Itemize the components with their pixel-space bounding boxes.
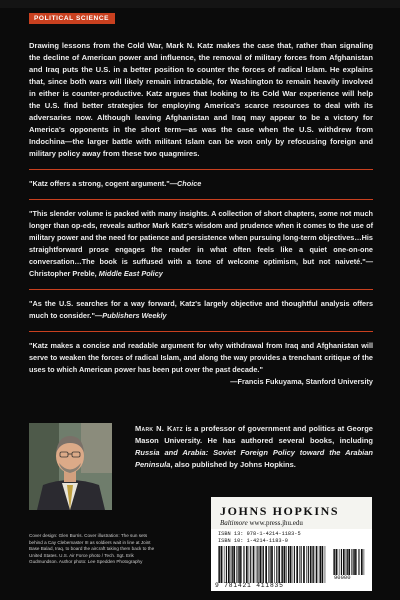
cover-credits: Cover design: Glen Burris. Cover illustration: The sun sets behind a Cay Clebemaster III as soldiers wait in line at Joint Base Balad, Iraq, to board the aircraft taking them back to the United States. U.S. Air Force photo / Tech. Sgt. Erik Gudmundson. Author photo: Lee Spedden Photography [29,533,155,565]
isbn-area [211,529,372,591]
isbn-13: ISBN 13: 978-1-4214-1183-5 [218,531,301,537]
top-rule [0,0,400,8]
publisher-url[interactable]: www.press.jhu.edu [249,519,303,527]
book-description: Drawing lessons from the Cold War, Mark N. Katz makes the case that, rather than signaling the decline of American power and influence, the removal of military forces from Afghanistan and Iraq puts the U.S. in a better position to counter the forces of radical Islam. He explains that, since both wars will likely remain intractable, for Washington to remain heavily involved in either is counter-productive. Katz argues that looking to its Cold War experience will help the U.S. find better strategies for employing America's scarce resources to deal with its adversaries now. Although leaving Afghanistan and Iraq may appear to be a victory for America's opponents in the short term—as was the case when the U.S. withdrew from Indochina—the larger battle with militant Islam can be won only by refocusing foreign and military policy away from these two quagmires. [29,41,373,158]
price-digits: 90000 [334,574,351,581]
review-quote-fukuyama [29,340,373,376]
publisher-city: Baltimore [220,519,248,527]
quote-text: "This slender volume is packed with many insights. A collection of short chapters, some not much longer than op-eds, reveals author Mark Katz's wisdom and prudence when it comes to the use of military power and the need for patience and persistence when pursuing long-term objectives…His straightforward prose engages the reader in what often feels like a quiet one-on-one conversation…The book is suffused with a tone of welcome optimism, but not naiveté." [29,209,373,266]
author-photo [29,423,112,510]
quote-attribution-name: —Christopher Preble, [29,257,373,278]
bio-text-end: , also published by Johns Hopkins. [170,460,296,469]
divider [29,331,373,332]
bio-book-title: Russia and Arabia: Soviet Foreign Policy toward the Arabian Peninsula [135,448,373,469]
publisher-name: JOHNS HOPKINS [220,504,340,518]
divider [29,169,373,170]
barcode-image [218,546,326,583]
quote-text: "As the U.S. searches for a way forward, Katz's largely objective and thoughtful analysis offers much to consider." [29,299,373,320]
author-portrait-illustration [29,423,112,510]
publisher-block [211,497,372,591]
review-quote-choice [29,178,373,190]
review-quote-preble [29,208,373,280]
price-barcode-image [333,549,366,575]
category-label: POLITICAL SCIENCE [29,13,115,24]
bio-text: is a professor of government and politics at George Mason University. He has authored several books, including [135,424,373,445]
quote-text: "Katz makes a concise and readable argument for why withdrawal from Iraq and Afghanistan will serve to weaken the forces of radical Islam, and along the way provides a trenchant critique of the uses to which American power has been put over the past decade." [29,341,373,374]
isbn-10: ISBN 10: 1-4214-1183-0 [218,538,288,544]
quote-attribution: —Choice [169,179,202,188]
author-name: Mark N. Katz [135,424,183,433]
review-quote-publishers-weekly [29,298,373,322]
quote-text: "Katz offers a strong, cogent argument." [29,179,170,188]
barcode-digits: 9 781421 411835 [215,582,284,589]
author-bio [135,423,373,471]
quote-attribution: —Francis Fukuyama, Stanford University [230,377,373,386]
divider [29,289,373,290]
cover-text [29,40,373,388]
quote-attribution: —Publishers Weekly [94,311,167,320]
publisher-location [211,518,372,528]
divider [29,199,373,200]
quote-attribution-source: Middle East Policy [98,269,163,278]
